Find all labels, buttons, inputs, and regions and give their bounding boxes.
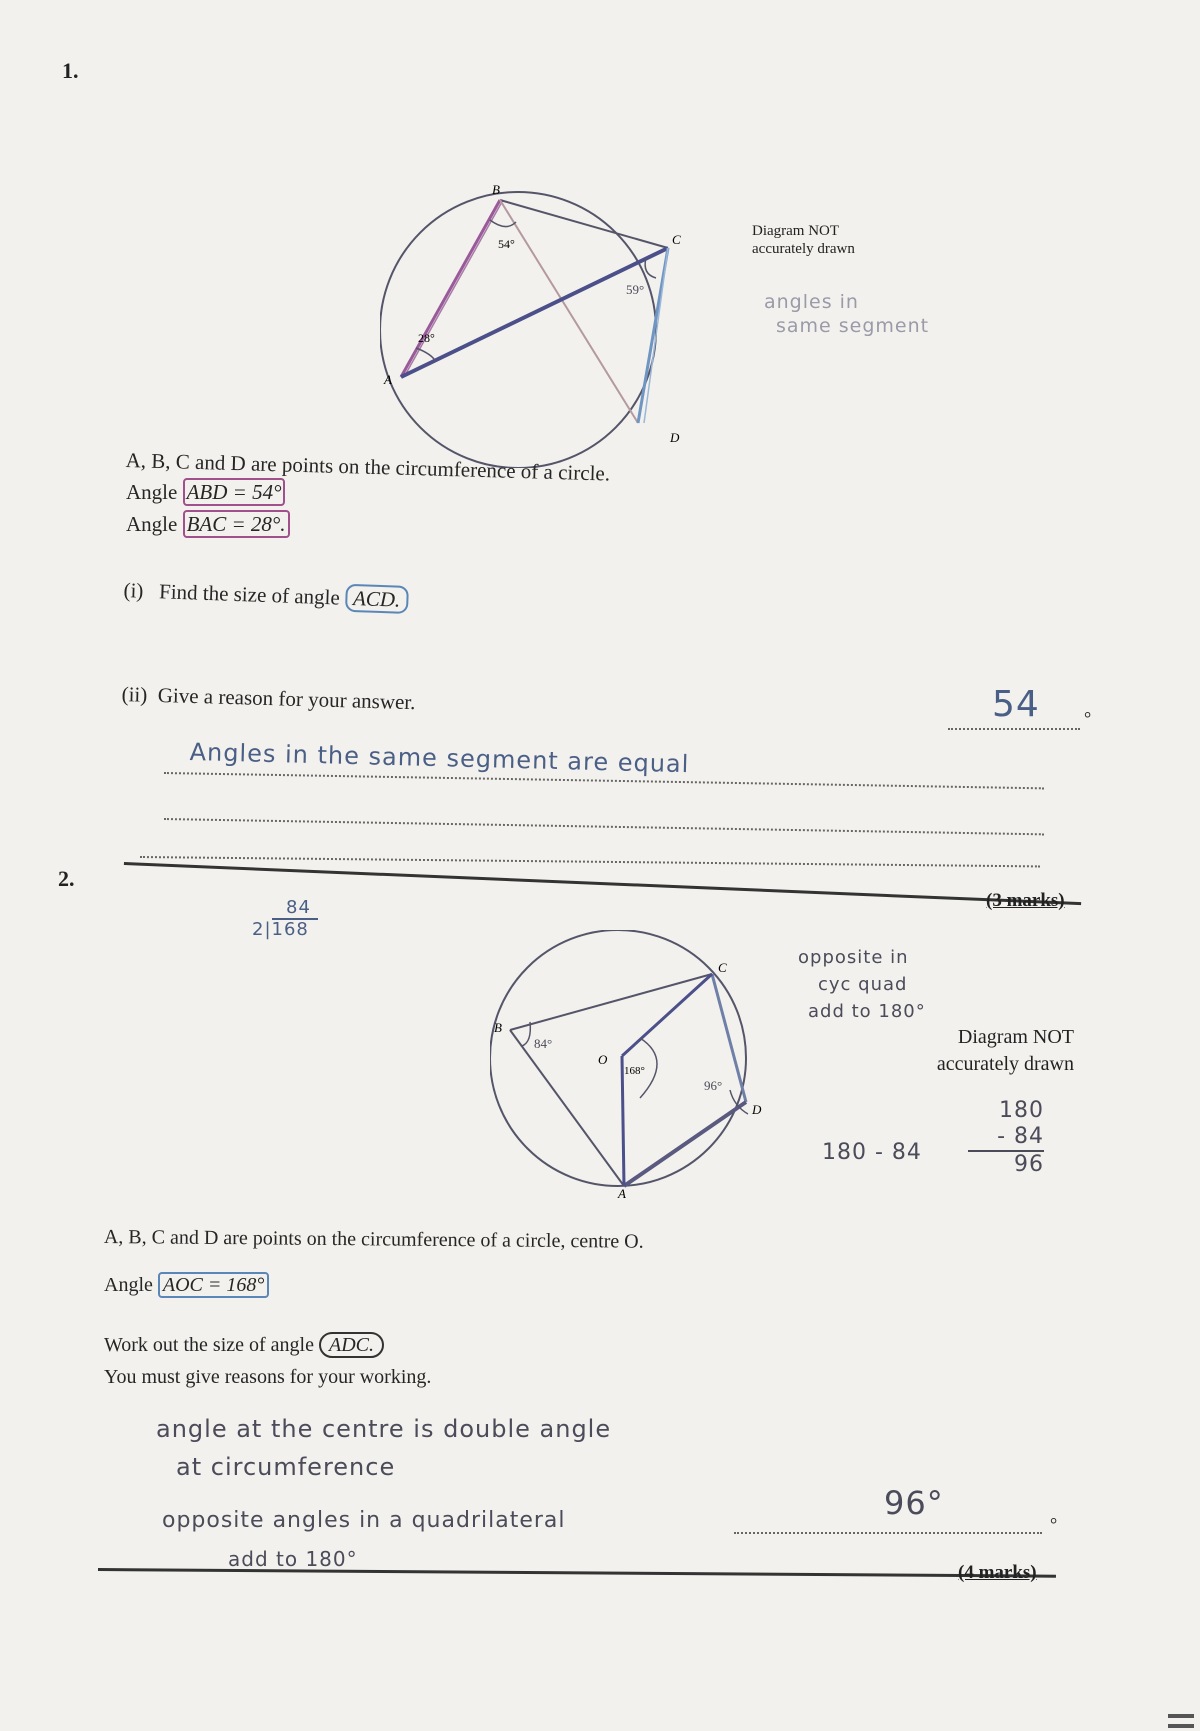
q2-hand-note — [798, 944, 926, 1025]
q1-angle1-prefix: Angle — [126, 480, 178, 504]
q2-hand-note-line3: add to 180° — [808, 1001, 926, 1022]
q2-circle-diagram — [490, 930, 780, 1200]
question-2-number: 2. — [58, 866, 75, 891]
q2-hand-calc: 180 - 84 — [822, 1140, 922, 1165]
q1-answer-degree: ° — [1084, 708, 1092, 728]
q2-diagram-note — [916, 1024, 1074, 1078]
q1-hand-note-line2: same segment — [776, 315, 930, 337]
q1-marks: (3 marks) — [986, 890, 1065, 911]
q1-part-ii-label: (ii) — [121, 682, 148, 707]
q1-part-i — [123, 578, 409, 613]
q2-stem: A, B, C and D are points on the circumference of a circle, centre O. — [103, 1226, 644, 1253]
q2-circle — [490, 930, 746, 1186]
q2-reason-line2: at circumference — [176, 1453, 396, 1481]
q1-angle-c-label: 59° — [626, 282, 645, 297]
q1-part-ii — [121, 682, 415, 715]
q1-angle1-value: ABD = 54° — [183, 478, 286, 506]
q1-part-ii-text: Give a reason for your answer. — [157, 683, 416, 715]
q1-chord-ac — [401, 248, 668, 377]
q1-label-a: A — [384, 372, 392, 387]
q2-label-o: O — [598, 1052, 608, 1067]
q2-reasons — [156, 1410, 611, 1486]
q2-marks: (4 marks) — [958, 1562, 1037, 1583]
q2-reason-line3: opposite angles in a quadrilateral — [162, 1508, 566, 1533]
q1-part-i-label: (i) — [123, 578, 144, 603]
q2-task — [104, 1334, 384, 1357]
q2-hand-division-bottom: 2|168 — [252, 919, 309, 940]
q2-task-target: ADC. — [319, 1332, 384, 1358]
q1-label-c: C — [672, 232, 681, 247]
q2-answer: 96° — [884, 1484, 944, 1522]
q2-angle-o-label: 168° — [624, 1065, 645, 1077]
q1-angle-b-label: 54° — [498, 237, 515, 251]
q1-angle1 — [126, 480, 285, 505]
q1-angle-c-arc — [645, 258, 656, 278]
q2-label-c: C — [718, 960, 727, 975]
q2-angle-value: AOC = 168° — [158, 1272, 270, 1298]
q1-angle2 — [126, 512, 290, 537]
q2-task-prefix: Work out the size of angle — [104, 1334, 314, 1356]
q1-diagram-note — [752, 222, 855, 258]
q2-hand-note-line2: cyc quad — [818, 974, 908, 995]
q2-diagram-note-line2: accurately drawn — [936, 1053, 1074, 1075]
q2-hand-division-top: 84 — [286, 897, 311, 918]
question-1-number: 1. — [62, 58, 79, 83]
q2-label-a: A — [618, 1186, 626, 1200]
q1-chord-cd — [638, 248, 668, 423]
q1-reason-line3 — [140, 856, 1040, 867]
q2-answer-line — [734, 1532, 1042, 1534]
q2-reasons-b — [162, 1502, 566, 1578]
q1-angle-a-label: 28° — [418, 331, 435, 345]
q2-hand-sum-mid: - 84 — [997, 1124, 1044, 1149]
q1-diagram-note-line2: accurately drawn — [752, 241, 855, 257]
q1-reason: Angles in the same segment are equal — [189, 738, 690, 779]
q1-stem: A, B, C and D are points on the circumference of a circle. — [125, 448, 611, 486]
q2-diagram-note-line1: Diagram NOT — [957, 1026, 1074, 1048]
q1-diagram-note-line1: Diagram NOT — [752, 223, 840, 239]
q1-circle-diagram — [380, 178, 710, 468]
q2-hand-note-line1: opposite in — [798, 947, 909, 968]
q2-reason-line4: add to 180° — [228, 1547, 358, 1571]
q2-instruction: You must give reasons for your working. — [104, 1366, 432, 1388]
page-edge-mark-2 — [1168, 1724, 1194, 1728]
q1-answer: 54 — [992, 684, 1040, 725]
q1-part-i-target: ACD. — [345, 584, 409, 614]
q1-label-b: B — [492, 182, 500, 197]
page-edge-mark — [1168, 1714, 1194, 1718]
q2-hand-sum-result: 96 — [968, 1150, 1044, 1178]
q2-answer-degree: ° — [1050, 1514, 1058, 1534]
q2-angle-prefix: Angle — [104, 1274, 153, 1296]
q1-chord-ba — [401, 200, 500, 377]
q1-chord-cd-overlay — [644, 248, 668, 423]
q1-answer-line — [948, 728, 1080, 730]
q2-reason-line1: angle at the centre is double angle — [156, 1415, 612, 1443]
q1-hand-note-line1: angles in — [764, 291, 859, 313]
q2-hand-division — [252, 898, 318, 940]
q2-hand-sum — [968, 1098, 1044, 1178]
q2-label-b: B — [494, 1020, 502, 1035]
q2-chord-ad — [624, 1102, 746, 1186]
q2-angle — [104, 1274, 269, 1297]
q1-label-d: D — [670, 430, 680, 445]
q1-hand-note — [764, 290, 929, 338]
q1-angle2-prefix: Angle — [126, 512, 178, 536]
q2-angle-d-label: 96° — [704, 1078, 723, 1093]
q2-angle-b-label: 84° — [534, 1036, 553, 1051]
q1-angle2-value: BAC = 28°. — [183, 510, 290, 538]
q1-reason-line2 — [164, 818, 1044, 835]
q1-part-i-text: Find the size of angle — [158, 579, 341, 610]
q2-hand-sum-top: 180 — [999, 1098, 1044, 1123]
q2-label-d: D — [752, 1102, 762, 1117]
